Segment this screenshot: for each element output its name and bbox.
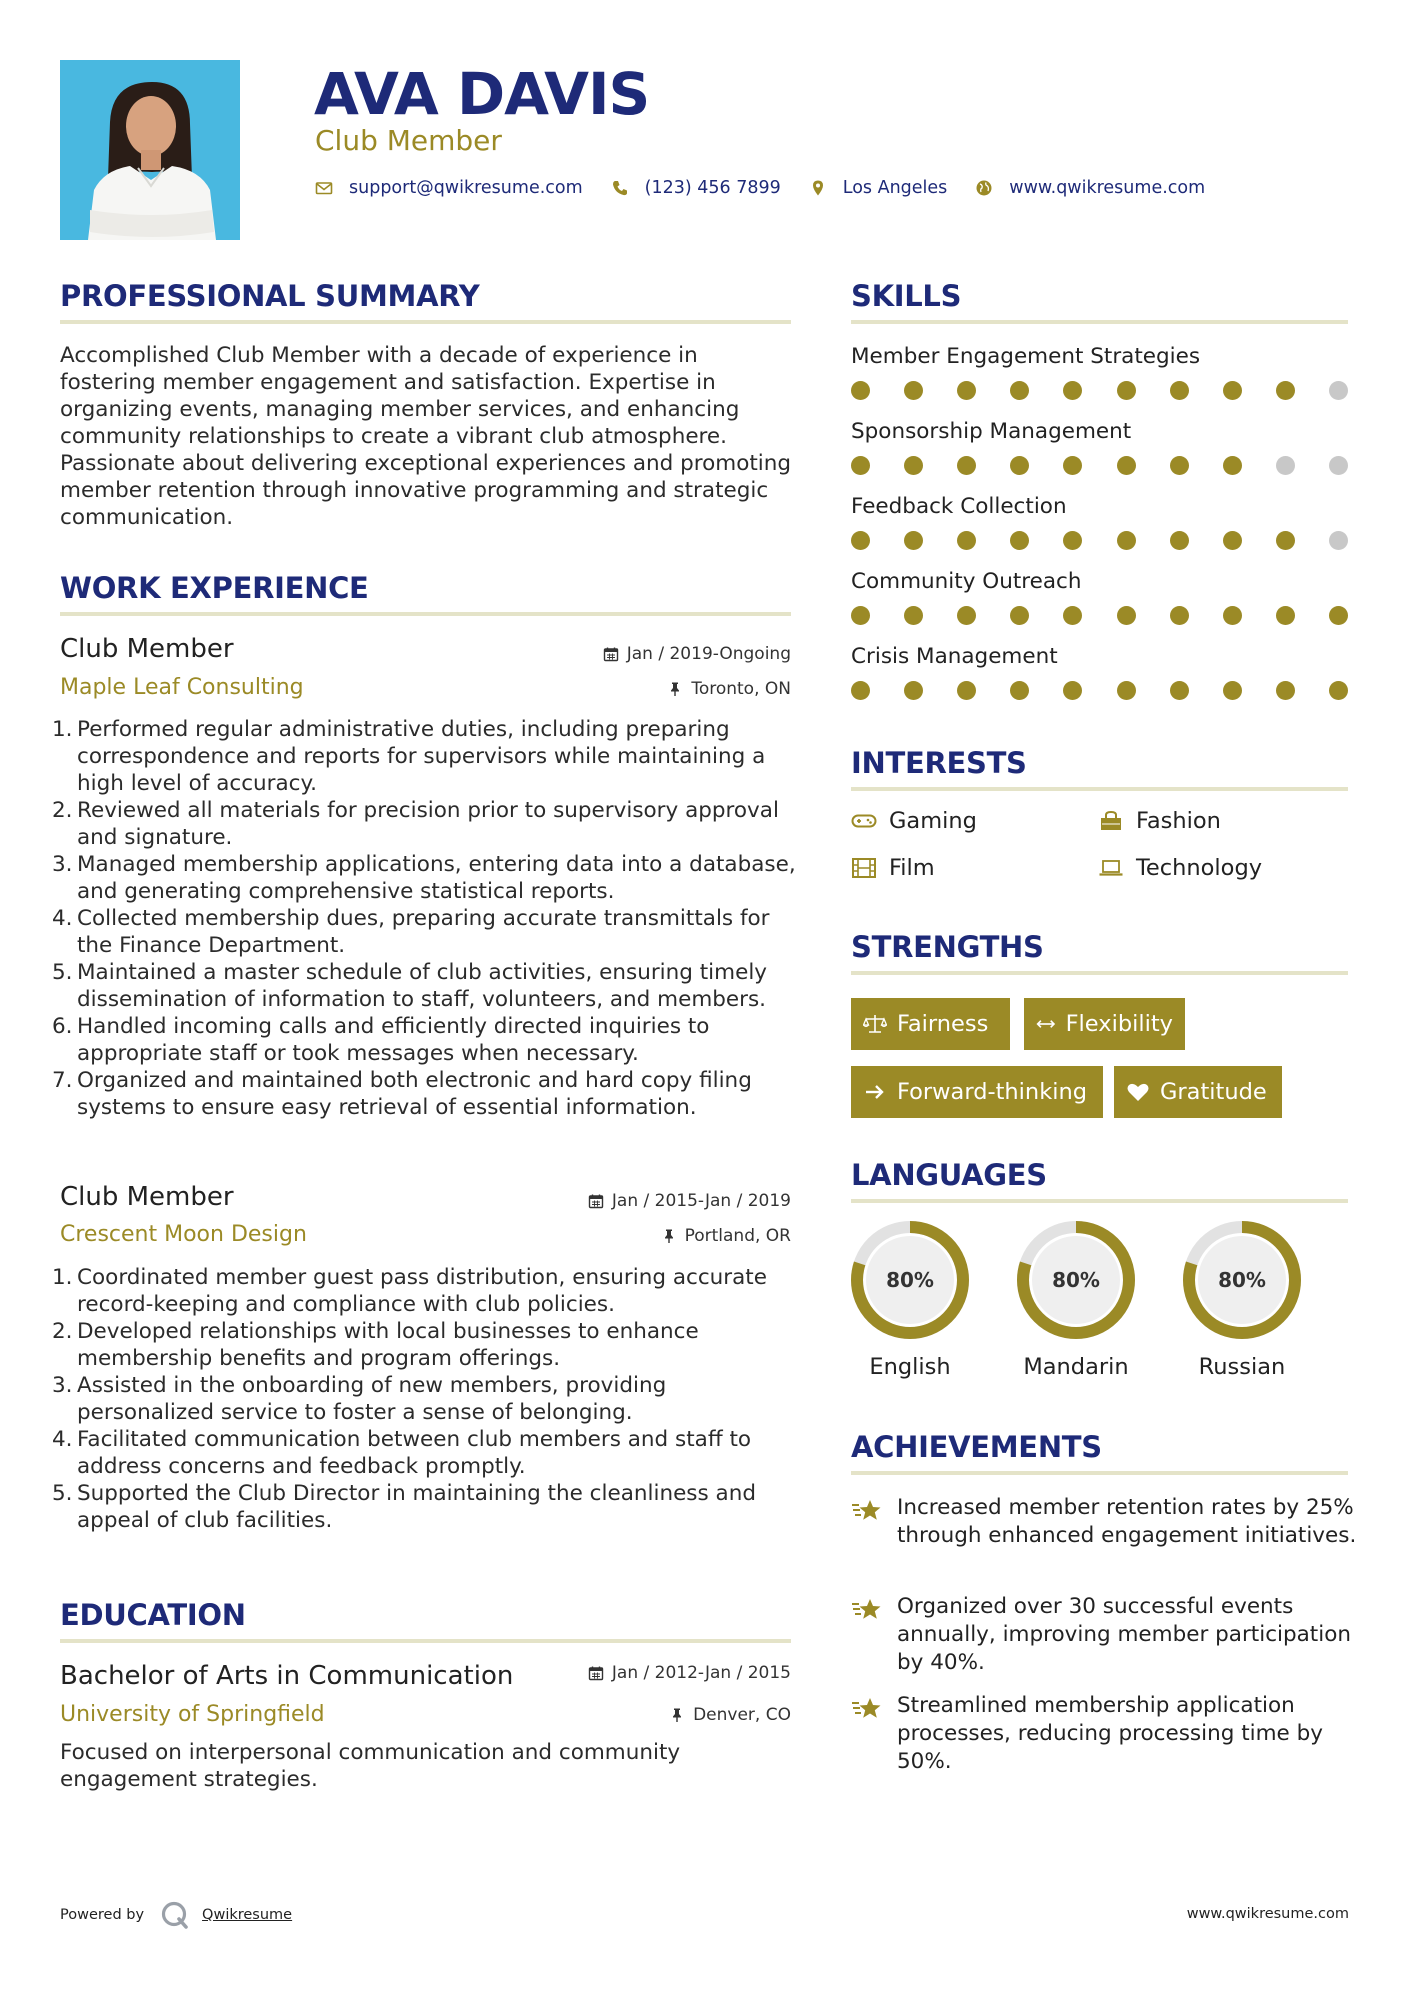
- skill-dot-filled: [957, 531, 976, 550]
- skill-dot-filled: [851, 456, 870, 475]
- phone-icon: [611, 179, 629, 197]
- summary-title: PROFESSIONAL SUMMARY: [60, 279, 480, 313]
- list-item: 1. Performed regular administrative duties, including preparing correspondence and reports for supervisors while maintaining a high level of accuracy.: [52, 717, 766, 796]
- envelope-icon: [315, 179, 333, 197]
- skill-rating: [851, 456, 1348, 476]
- experience-title: WORK EXPERIENCE: [60, 571, 369, 605]
- duty-text: Supported the Club Director in maintaining the cleanliness and appeal of club facilities.: [77, 1481, 756, 1533]
- skill-dot-filled: [1010, 381, 1029, 400]
- duty-text: Collected membership dues, preparing accurate transmittals for the Finance Department.: [77, 906, 770, 958]
- powered-by-label: Powered by: [60, 1907, 145, 1923]
- skill-dot-filled: [1329, 681, 1348, 700]
- strength-label: Fairness: [897, 1011, 989, 1037]
- heart-icon: [1126, 1081, 1150, 1103]
- calendar-icon: [603, 646, 619, 662]
- languages-divider: [851, 1199, 1348, 1203]
- skill-name: Crisis Management: [851, 644, 1058, 669]
- duty-text: Organized and maintained both electronic and hard copy filing systems to ensure easy retrieval of essential information.: [77, 1068, 752, 1120]
- profile-photo: [60, 60, 240, 240]
- interest-label: Film: [889, 855, 935, 881]
- skill-dot-filled: [851, 681, 870, 700]
- shooting-star-icon: [851, 1496, 883, 1524]
- job-1-location-text: Toronto, ON: [691, 679, 791, 699]
- job-2-dates-text: Jan / 2015-Jan / 2019: [611, 1191, 791, 1211]
- globe-icon: [975, 179, 993, 197]
- laptop-icon: [1098, 857, 1124, 879]
- duty-text: Reviewed all materials for precision prior to supervisory approval and signature.: [77, 798, 779, 850]
- interest-item: [1098, 808, 1221, 834]
- list-item: 3. Assisted in the onboarding of new members, providing personalized service to foster a sense of belonging.: [52, 1373, 667, 1425]
- gamepad-icon: [851, 810, 877, 832]
- list-item: 6. Handled incoming calls and efficiently directed inquiries to appropriate staff or took messages when necessary.: [52, 1014, 710, 1066]
- skill-rating: [851, 381, 1348, 401]
- skills-title: SKILLS: [851, 279, 962, 313]
- skill-dot-empty: [1329, 456, 1348, 475]
- pushpin-icon: [661, 1228, 677, 1244]
- skill-dot-filled: [904, 606, 923, 625]
- achievements-title: ACHIEVEMENTS: [851, 1430, 1102, 1464]
- strengths-title: STRENGTHS: [851, 930, 1044, 964]
- skill-name: Member Engagement Strategies: [851, 344, 1201, 369]
- skill-rating: [851, 531, 1348, 551]
- list-item: 5. Supported the Club Director in maintaining the cleanliness and appeal of club facilities.: [52, 1481, 756, 1533]
- skill-dot-filled: [1117, 531, 1136, 550]
- achievement-text: Organized over 30 successful events annually, improving member participation by 40%.: [897, 1594, 1351, 1675]
- skill-dot-filled: [1063, 456, 1082, 475]
- interests-divider: [851, 787, 1348, 791]
- skill-name: Community Outreach: [851, 569, 1082, 594]
- job-2-location-text: Portland, OR: [684, 1226, 791, 1246]
- contact-phone[interactable]: [611, 178, 781, 198]
- list-item: 7. Organized and maintained both electronic and hard copy filing systems to ensure easy retrieval of essential information.: [52, 1068, 752, 1120]
- ring-percent-label: 80%: [1052, 1268, 1100, 1292]
- job-1-company: Maple Leaf Consulting: [60, 675, 304, 700]
- contact-bar: [315, 178, 1205, 198]
- skill-dot-filled: [1223, 681, 1242, 700]
- skill-dot-filled: [1170, 531, 1189, 550]
- skill-dot-filled: [1063, 531, 1082, 550]
- skill-dot-filled: [1276, 531, 1295, 550]
- job-1-title: Club Member: [60, 634, 234, 664]
- skill-dot-filled: [1010, 456, 1029, 475]
- interest-item: [851, 855, 935, 881]
- duty-text: Handled incoming calls and efficiently directed inquiries to appropriate staff or took messages when necessary.: [77, 1014, 710, 1066]
- interests-title: INTERESTS: [851, 746, 1027, 780]
- skill-dot-filled: [1170, 456, 1189, 475]
- strength-label: Flexibility: [1065, 1011, 1173, 1037]
- duty-text: Managed membership applications, entering data into a database, and generating comprehensive statistical reports.: [77, 852, 796, 904]
- education-title: EDUCATION: [60, 1598, 246, 1632]
- education-location-text: Denver, CO: [693, 1705, 791, 1725]
- arrows-horizontal-icon: [1036, 1013, 1056, 1035]
- skill-dot-filled: [851, 381, 870, 400]
- job-1-location: [667, 678, 791, 700]
- skill-rating: [851, 681, 1348, 701]
- job-1-dates-text: Jan / 2019-Ongoing: [626, 644, 791, 664]
- email-text: support@qwikresume.com: [349, 178, 583, 198]
- skill-dot-filled: [1276, 606, 1295, 625]
- duty-text: Developed relationships with local businesses to enhance membership benefits and program offerings.: [77, 1319, 699, 1371]
- interest-label: Gaming: [889, 808, 977, 834]
- skill-dot-filled: [904, 456, 923, 475]
- skill-dot-filled: [1276, 381, 1295, 400]
- calendar-icon: [588, 1193, 604, 1209]
- list-item: 1. Coordinated member guest pass distribution, ensuring accurate record-keeping and compliance with club policies.: [52, 1265, 767, 1317]
- list-item: 2. Reviewed all materials for precision prior to supervisory approval and signature.: [52, 798, 779, 850]
- strength-label: Gratitude: [1160, 1079, 1267, 1105]
- languages-title: LANGUAGES: [851, 1158, 1047, 1192]
- strength-label: Forward-thinking: [897, 1079, 1088, 1105]
- list-item: 5. Maintained a master schedule of club activities, ensuring timely dissemination of information to staff, volunteers, and members.: [52, 960, 768, 1012]
- job-1-dates: [603, 643, 791, 665]
- job-2-company: Crescent Moon Design: [60, 1222, 307, 1247]
- skill-dot-filled: [1223, 531, 1242, 550]
- contact-email[interactable]: [315, 178, 583, 198]
- language-name: Russian: [1198, 1354, 1286, 1380]
- interest-item: [1098, 855, 1262, 881]
- pushpin-icon: [669, 1707, 685, 1723]
- balance-scale-icon: [863, 1013, 887, 1035]
- education-dates: [588, 1662, 791, 1684]
- achievement-text: Streamlined membership application processes, reducing processing time by 50%.: [897, 1693, 1323, 1774]
- map-marker-icon: [809, 179, 827, 197]
- skill-dot-filled: [1117, 381, 1136, 400]
- duty-text: Coordinated member guest pass distribution, ensuring accurate record-keeping and compliance with club policies.: [77, 1265, 767, 1317]
- skill-dot-filled: [1063, 381, 1082, 400]
- list-item: 4. Collected membership dues, preparing accurate transmittals for the Finance Department.: [52, 906, 770, 958]
- film-icon: [851, 857, 877, 879]
- skill-dot-filled: [1223, 606, 1242, 625]
- skill-dot-filled: [957, 456, 976, 475]
- skill-dot-empty: [1276, 456, 1295, 475]
- job-1-duties: [52, 716, 797, 1121]
- job-2-dates: [588, 1190, 791, 1212]
- qwikresume-link[interactable]: Qwikresume: [202, 1907, 293, 1923]
- strength-tag: [851, 998, 1010, 1050]
- language-item: [845, 1219, 975, 1381]
- job-2-duties: [52, 1264, 797, 1534]
- skill-dot-empty: [1329, 531, 1348, 550]
- language-name: Mandarin: [1023, 1354, 1129, 1380]
- summary-text: Accomplished Club Member with a decade of experience in fostering member engagement and satisfaction. Expertise in organizing events, managing member services, and enhancing community relationships to create a vibrant club atmosphere. Passionate about delivering exceptional experiences and promoting member retention through innovative programming and strategic communication.: [60, 343, 792, 530]
- skill-dot-filled: [957, 681, 976, 700]
- interest-label: Technology: [1136, 855, 1263, 881]
- duty-text: Maintained a master schedule of club activities, ensuring timely dissemination of information to staff, volunteers, and members.: [77, 960, 768, 1012]
- language-item: [1177, 1219, 1307, 1381]
- language-progress-ring: [1181, 1219, 1303, 1341]
- language-item: [1011, 1219, 1141, 1381]
- skill-dot-filled: [904, 381, 923, 400]
- website-text: www.qwikresume.com: [1009, 178, 1206, 198]
- strength-tag: [851, 1066, 1103, 1118]
- ring-percent-label: 80%: [1218, 1268, 1266, 1292]
- achievement-text: Increased member retention rates by 25% through enhanced engagement initiatives.: [897, 1495, 1357, 1548]
- job-2-location: [661, 1225, 791, 1247]
- skill-dot-filled: [1010, 606, 1029, 625]
- qwikresume-logo-icon: [160, 1900, 190, 1930]
- footer-powered-by: [60, 1900, 292, 1930]
- education-dates-text: Jan / 2012-Jan / 2015: [611, 1663, 791, 1683]
- strengths-divider: [851, 971, 1348, 975]
- interest-label: Fashion: [1136, 808, 1221, 834]
- skill-dot-filled: [851, 606, 870, 625]
- list-item: 4. Facilitated communication between club members and staff to address concerns and feedback promptly.: [52, 1427, 752, 1479]
- strength-tag: [1114, 1066, 1282, 1118]
- skill-dot-filled: [1223, 381, 1242, 400]
- shooting-star-icon: [851, 1595, 883, 1623]
- skill-dot-filled: [1329, 606, 1348, 625]
- skill-dot-filled: [851, 531, 870, 550]
- candidate-name: AVA DAVIS: [314, 60, 650, 128]
- skill-dot-filled: [1010, 681, 1029, 700]
- skill-dot-filled: [1223, 456, 1242, 475]
- pushpin-icon: [667, 681, 683, 697]
- skill-rating: [851, 606, 1348, 626]
- skill-dot-filled: [1170, 606, 1189, 625]
- skill-dot-filled: [1276, 681, 1295, 700]
- education-description: Focused on interpersonal communication and community engagement strategies.: [60, 1740, 681, 1792]
- language-name: English: [869, 1354, 951, 1380]
- skill-dot-filled: [1117, 681, 1136, 700]
- skill-dot-empty: [1329, 381, 1348, 400]
- skill-dot-filled: [904, 531, 923, 550]
- footer-url[interactable]: www.qwikresume.com: [1186, 1906, 1349, 1922]
- list-item: 3. Managed membership applications, entering data into a database, and generating comprehensive statistical reports.: [52, 852, 796, 904]
- skill-name: Feedback Collection: [851, 494, 1067, 519]
- strength-tag: [1024, 998, 1185, 1050]
- skill-dot-filled: [1063, 681, 1082, 700]
- duty-text: Performed regular administrative duties, including preparing correspondence and reports for supervisors while maintaining a high level of accuracy.: [77, 717, 766, 796]
- contact-website[interactable]: [975, 178, 1205, 198]
- arrow-right-icon: [863, 1081, 887, 1103]
- language-progress-ring: [849, 1219, 971, 1341]
- ring-percent-label: 80%: [886, 1268, 934, 1292]
- skill-dot-filled: [957, 381, 976, 400]
- skills-divider: [851, 320, 1348, 324]
- interest-item: [851, 808, 977, 834]
- job-2-title: Club Member: [60, 1182, 234, 1212]
- phone-text: (123) 456 7899: [644, 178, 781, 198]
- shopping-bag-icon: [1098, 810, 1124, 832]
- language-progress-ring: [1015, 1219, 1137, 1341]
- list-item: 2. Developed relationships with local businesses to enhance membership benefits and program offerings.: [52, 1319, 699, 1371]
- skill-dot-filled: [1117, 606, 1136, 625]
- skill-dot-filled: [1010, 531, 1029, 550]
- location-text: Los Angeles: [842, 178, 948, 198]
- achievements-divider: [851, 1471, 1348, 1475]
- duty-text: Assisted in the onboarding of new members, providing personalized service to foster a sense of belonging.: [77, 1373, 667, 1425]
- skill-dot-filled: [1117, 456, 1136, 475]
- skill-dot-filled: [1063, 606, 1082, 625]
- candidate-role: Club Member: [315, 124, 502, 157]
- education-location: [669, 1704, 791, 1726]
- shooting-star-icon: [851, 1694, 883, 1722]
- skill-dot-filled: [1170, 381, 1189, 400]
- experience-divider: [60, 612, 791, 616]
- skill-dot-filled: [904, 681, 923, 700]
- education-divider: [60, 1639, 791, 1643]
- degree-title: Bachelor of Arts in Communication: [60, 1661, 514, 1691]
- school-name: University of Springfield: [60, 1702, 325, 1727]
- contact-location: [809, 178, 948, 198]
- person-portrait-icon: [60, 60, 240, 240]
- skill-dot-filled: [957, 606, 976, 625]
- calendar-icon: [588, 1665, 604, 1681]
- skill-name: Sponsorship Management: [851, 419, 1132, 444]
- summary-divider: [60, 320, 791, 324]
- duty-text: Facilitated communication between club members and staff to address concerns and feedback promptly.: [77, 1427, 752, 1479]
- skill-dot-filled: [1170, 681, 1189, 700]
